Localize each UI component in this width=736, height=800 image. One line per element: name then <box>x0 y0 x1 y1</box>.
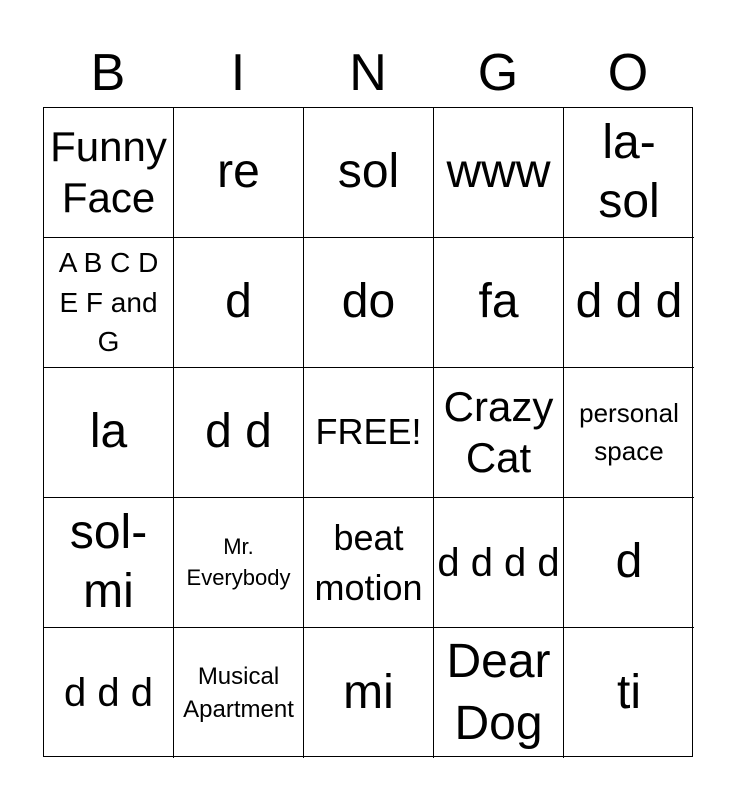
header-letter-b: B <box>90 44 126 102</box>
cell-text: d <box>225 275 252 329</box>
bingo-cell[interactable] <box>44 368 174 498</box>
cell-text: sol <box>337 145 400 199</box>
bingo-cell[interactable] <box>564 368 694 498</box>
bingo-cell[interactable] <box>304 498 434 628</box>
cell-text: www <box>446 145 551 199</box>
cell-text: personal space <box>579 397 679 466</box>
bingo-cell[interactable] <box>434 368 564 498</box>
cell-text: Dear Dog <box>446 634 551 750</box>
bingo-cell[interactable] <box>434 498 564 628</box>
cell-text: d d <box>205 405 272 459</box>
cell-text: Funny Face <box>50 123 167 221</box>
cell-text: re <box>217 145 260 199</box>
header-letter-g: G <box>477 44 519 102</box>
bingo-cell[interactable] <box>434 238 564 368</box>
bingo-cell[interactable] <box>434 108 564 238</box>
cell-text: d d d <box>64 671 153 715</box>
header-letter-i: I <box>230 44 246 102</box>
cell-text: ti <box>617 665 641 719</box>
cell-text: mi <box>343 665 394 719</box>
bingo-cell[interactable] <box>304 238 434 368</box>
cell-text: d <box>615 535 643 589</box>
bingo-cell[interactable] <box>564 498 694 628</box>
cell-text: A B C D E F and G <box>58 246 159 358</box>
cell-text: Mr. Everybody <box>186 534 291 590</box>
bingo-cell[interactable] <box>44 108 174 238</box>
cell-text: do <box>341 275 396 329</box>
bingo-cell[interactable] <box>174 368 304 498</box>
cell-text: d d d d <box>437 540 560 585</box>
bingo-cell[interactable] <box>564 238 694 368</box>
bingo-cell[interactable] <box>304 108 434 238</box>
cell-text: Crazy Cat <box>443 383 554 481</box>
bingo-cell[interactable] <box>564 628 694 758</box>
bingo-cell[interactable] <box>44 498 174 628</box>
bingo-cell[interactable] <box>174 238 304 368</box>
cell-text: fa <box>478 275 519 329</box>
bingo-cell[interactable] <box>564 108 694 238</box>
bingo-cell[interactable] <box>434 628 564 758</box>
bingo-header <box>43 40 693 106</box>
bingo-cell[interactable] <box>174 628 304 758</box>
bingo-cell[interactable] <box>44 628 174 758</box>
cell-text: la <box>89 405 128 459</box>
header-letter-o: O <box>607 44 649 102</box>
bingo-cell[interactable] <box>304 368 434 498</box>
cell-text: d d d <box>575 275 683 329</box>
cell-text: beat motion <box>314 516 423 608</box>
cell-text: sol-mi <box>69 505 148 618</box>
bingo-board <box>43 107 693 757</box>
header-letter-n: N <box>349 44 387 102</box>
cell-text: la-sol <box>598 115 660 228</box>
cell-text: Musical Apartment <box>183 662 294 723</box>
cell-text: FREE! <box>315 411 422 453</box>
bingo-cell[interactable] <box>174 108 304 238</box>
bingo-cell[interactable] <box>304 628 434 758</box>
bingo-cell[interactable] <box>174 498 304 628</box>
bingo-cell[interactable] <box>44 238 174 368</box>
